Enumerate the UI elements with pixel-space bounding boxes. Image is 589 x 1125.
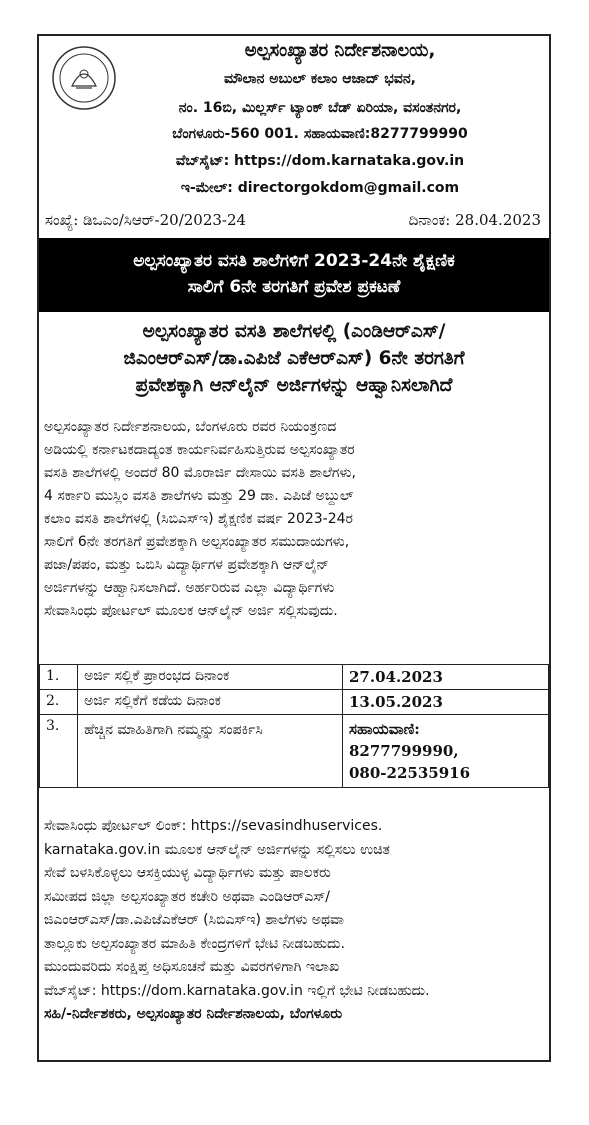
helpline-number-2: 080-22535916	[348, 764, 471, 782]
website-line: ವೆಬ್‌ಸೈಟ್: https://dom.karnataka.gov.in	[175, 153, 465, 169]
reference-number: ಸಂಖ್ಯೆ: ಡಿಒಎಂ/ಸಿಆರ್-20/2023-24	[45, 211, 247, 229]
row-value: 13.05.2023	[342, 690, 548, 715]
table-row	[40, 715, 549, 788]
email-line: ಇ-ಮೇಲ್: directorgokdom@gmail.com	[180, 180, 460, 196]
helpline-number-1: 8277799990,	[348, 742, 459, 760]
footer-line: karnataka.gov.in ಮೂಲಕ ಆನ್‌ಲೈನ್ ಅರ್ಜಿಗಳನ್ನು ಸಲ್ಲಿಸಲು ಉಚಿತ	[44, 841, 390, 858]
body-paragraph	[44, 416, 544, 623]
footer-line: ತಾಲ್ಲೂಕು ಅಲ್ಪಸಂಖ್ಯಾತರ ಮಾಹಿತಿ ಕೇಂದ್ರಗಳಿಗೆ ಭೇಟಿ ನೀಡಬಹುದು.	[44, 935, 345, 952]
body-line: ಅಲ್ಪಸಂಖ್ಯಾತರ ನಿರ್ದೇಶನಾಲಯ, ಬೆಂಗಳೂರು ರವರ ನಿಯಂತ್ರಣದ	[44, 419, 337, 435]
org-name: ಅಲ್ಪಸಂಖ್ಯಾತರ ನಿರ್ದೇಶನಾಲಯ,	[244, 40, 436, 61]
footer-line: ಸೇವಾಸಿಂಧು ಪೋರ್ಟಲ್ ಲಿಂಕ್: https://sevasindhuservices.	[44, 818, 383, 834]
row-number: 3.	[40, 715, 78, 788]
helpline-label: ಸಹಾಯವಾಣಿ:	[348, 720, 420, 738]
body-line: ಅರ್ಜಿಗಳನ್ನು ಆಹ್ವಾನಿಸಲಾಗಿದೆ. ಅರ್ಹರಿರುವ ಎಲ್ಲಾ ವಿದ್ಯಾರ್ಥಿಗಳು	[44, 580, 335, 596]
body-line: ಕಲಾಂ ವಸತಿ ಶಾಲೆಗಳಲ್ಲಿ (ಸಿಬಿಎಸ್‌ಇ) ಶೈಕ್ಷಣಿಕ ವರ್ಷ 2023-24ರ	[44, 511, 353, 527]
body-line: ಅಡಿಯಲ್ಲಿ ಕರ್ನಾಟಕದಾದ್ಯಂತ ಕಾರ್ಯನಿರ್ವಹಿಸುತ್ತಿರುವ ಅಲ್ಪಸಂಖ್ಯಾತರ	[44, 442, 355, 458]
body-line: 4 ಸರ್ಕಾರಿ ಮುಸ್ಲಿಂ ವಸತಿ ಶಾಲೆಗಳು ಮತ್ತು 29 ಡಾ. ಎಪಿಜೆ ಅಬ್ದುಲ್	[44, 488, 354, 504]
footer-line: ಸಮೀಪದ ಜಿಲ್ಲಾ ಅಲ್ಪಸಂಖ್ಯಾತರ ಕಚೇರಿ ಅಥವಾ ಎಂಡಿಆರ್‌ಎಸ್/	[44, 888, 331, 905]
footer-line: ಜಿಎಂಆರ್‌ಎಸ್/ಡಾ.ಎಪಿಜೆಎಕೆಆರ್ (ಸಿಬಿಎಸ್‌ಇ) ಶಾಲೆಗಳು ಅಥವಾ	[44, 912, 344, 928]
address-line-3: ಬೆಂಗಳೂರು-560 001. ಸಹಾಯವಾಣಿ:8277799990	[172, 126, 468, 142]
signature-line: ಸಹಿ/-ನಿರ್ದೇಶಕರು, ಅಲ್ಪಸಂಖ್ಯಾತರ ನಿರ್ದೇಶನಾಲಯ, ಬೆಂಗಳೂರು	[44, 1006, 343, 1022]
footer-line: ವೆಬ್‌ಸೈಟ್: https://dom.karnataka.gov.in ಇಲ್ಲಿಗೆ ಭೇಟಿ ನೀಡಬಹುದು.	[44, 982, 430, 999]
banner-line-1: ಅಲ್ಪಸಂಖ್ಯಾತರ ವಸತಿ ಶಾಲೆಗಳಿಗೆ 2023-24ನೇ ಶೈಕ್ಷಣಿಕ	[133, 251, 455, 271]
row-number: 1.	[40, 665, 78, 690]
address-line-2: ನಂ. 16ಬಿ, ಮಿಲ್ಲರ್ಸ್ ಟ್ಯಾಂಕ್ ಬೆಡ್ ಏರಿಯಾ, ವಸಂತನಗರ,	[178, 100, 462, 116]
headline	[42, 318, 546, 399]
table-row	[40, 665, 549, 690]
address-line-1: ಮೌಲಾನ ಅಬುಲ್ ಕಲಾಂ ಆಜಾದ್ ಭವನ,	[224, 71, 416, 87]
table-row	[40, 690, 549, 715]
body-line: ಪಜಾ/ಪಪಂ, ಮತ್ತು ಒಬಿಸಿ ವಿದ್ಯಾರ್ಥಿಗಳ ಪ್ರವೇಶಕ್ಕಾಗಿ ಆನ್‌ಲೈನ್	[44, 557, 329, 573]
footer-line: ಮುಂದುವರಿದು ಸಂಕ್ಷಿಪ್ತ ಅಧಿಸೂಚನೆ ಮತ್ತು ವಿವರಗಳಿಗಾಗಿ ಇಲಾಖ	[44, 959, 340, 975]
row-value	[342, 715, 548, 788]
headline-line-3: ಪ್ರವೇಶಕ್ಕಾಗಿ ಆನ್‌ಲೈನ್ ಅರ್ಜಿಗಳನ್ನು ಆಹ್ವಾನಿಸಲಾಗಿದೆ	[135, 375, 453, 396]
notice-date: ದಿನಾಂಕ: 28.04.2023	[408, 211, 541, 229]
footer-line: ಸೇವೆ ಬಳಸಿಕೊಳ್ಳಲು ಆಸಕ್ತಿಯುಳ್ಳ ವಿದ್ಯಾರ್ಥಿಗಳು ಮತ್ತು ಪಾಲಕರು	[44, 865, 331, 881]
title-banner	[39, 238, 549, 312]
body-line: ಸಾಲಿಗೆ 6ನೇ ತರಗತಿಗೆ ಪ್ರವೇಶಕ್ಕಾಗಿ ಅಲ್ಪಸಂಖ್ಯಾತರ ಸಮುದಾಯಗಳು,	[44, 534, 350, 550]
headline-line-2: ಜಿಎಂಆರ್‌ಎಸ್/ಡಾ.ಎಪಿಜೆ ಎಕೆಆರ್‌ಎಸ್) 6ನೇ ತರಗತಿಗೆ	[123, 348, 465, 369]
row-label: ಅರ್ಜಿ ಸಲ್ಲಿಕೆ ಪ್ರಾರಂಭದ ದಿನಾಂಕ	[78, 665, 343, 690]
body-line: ಸೇವಾಸಿಂಧು ಪೋರ್ಟಲ್ ಮೂಲಕ ಆನ್‌ಲೈನ್ ಅರ್ಜಿ ಸಲ್ಲಿಸುವುದು.	[44, 603, 338, 619]
row-label: ಅರ್ಜಿ ಸಲ್ಲಿಕೆಗೆ ಕಡೆಯ ದಿನಾಂಕ	[78, 690, 343, 715]
row-label: ಹೆಚ್ಚಿನ ಮಾಹಿತಿಗಾಗಿ ನಮ್ಮನ್ನು ಸಂಪರ್ಕಿಸಿ	[78, 715, 343, 788]
headline-line-1: ಅಲ್ಪಸಂಖ್ಯಾತರ ವಸತಿ ಶಾಲೆಗಳಲ್ಲಿ (ಎಂಡಿಆರ್‌ಎಸ್/	[142, 321, 446, 342]
row-number: 2.	[40, 690, 78, 715]
row-value: 27.04.2023	[342, 665, 548, 690]
banner-line-2: ಸಾಲಿಗೆ 6ನೇ ತರಗತಿಗೆ ಪ್ರವೇಶ ಪ್ರಕಟಣೆ	[187, 277, 401, 297]
dates-table	[39, 664, 549, 788]
body-line: ವಸತಿ ಶಾಲೆಗಳಲ್ಲಿ ಅಂದರೆ 80 ಮೊರಾರ್ಜಿ ದೇಸಾಯಿ ವಸತಿ ಶಾಲೆಗಳು,	[44, 465, 356, 481]
footer-paragraph	[44, 815, 546, 1027]
